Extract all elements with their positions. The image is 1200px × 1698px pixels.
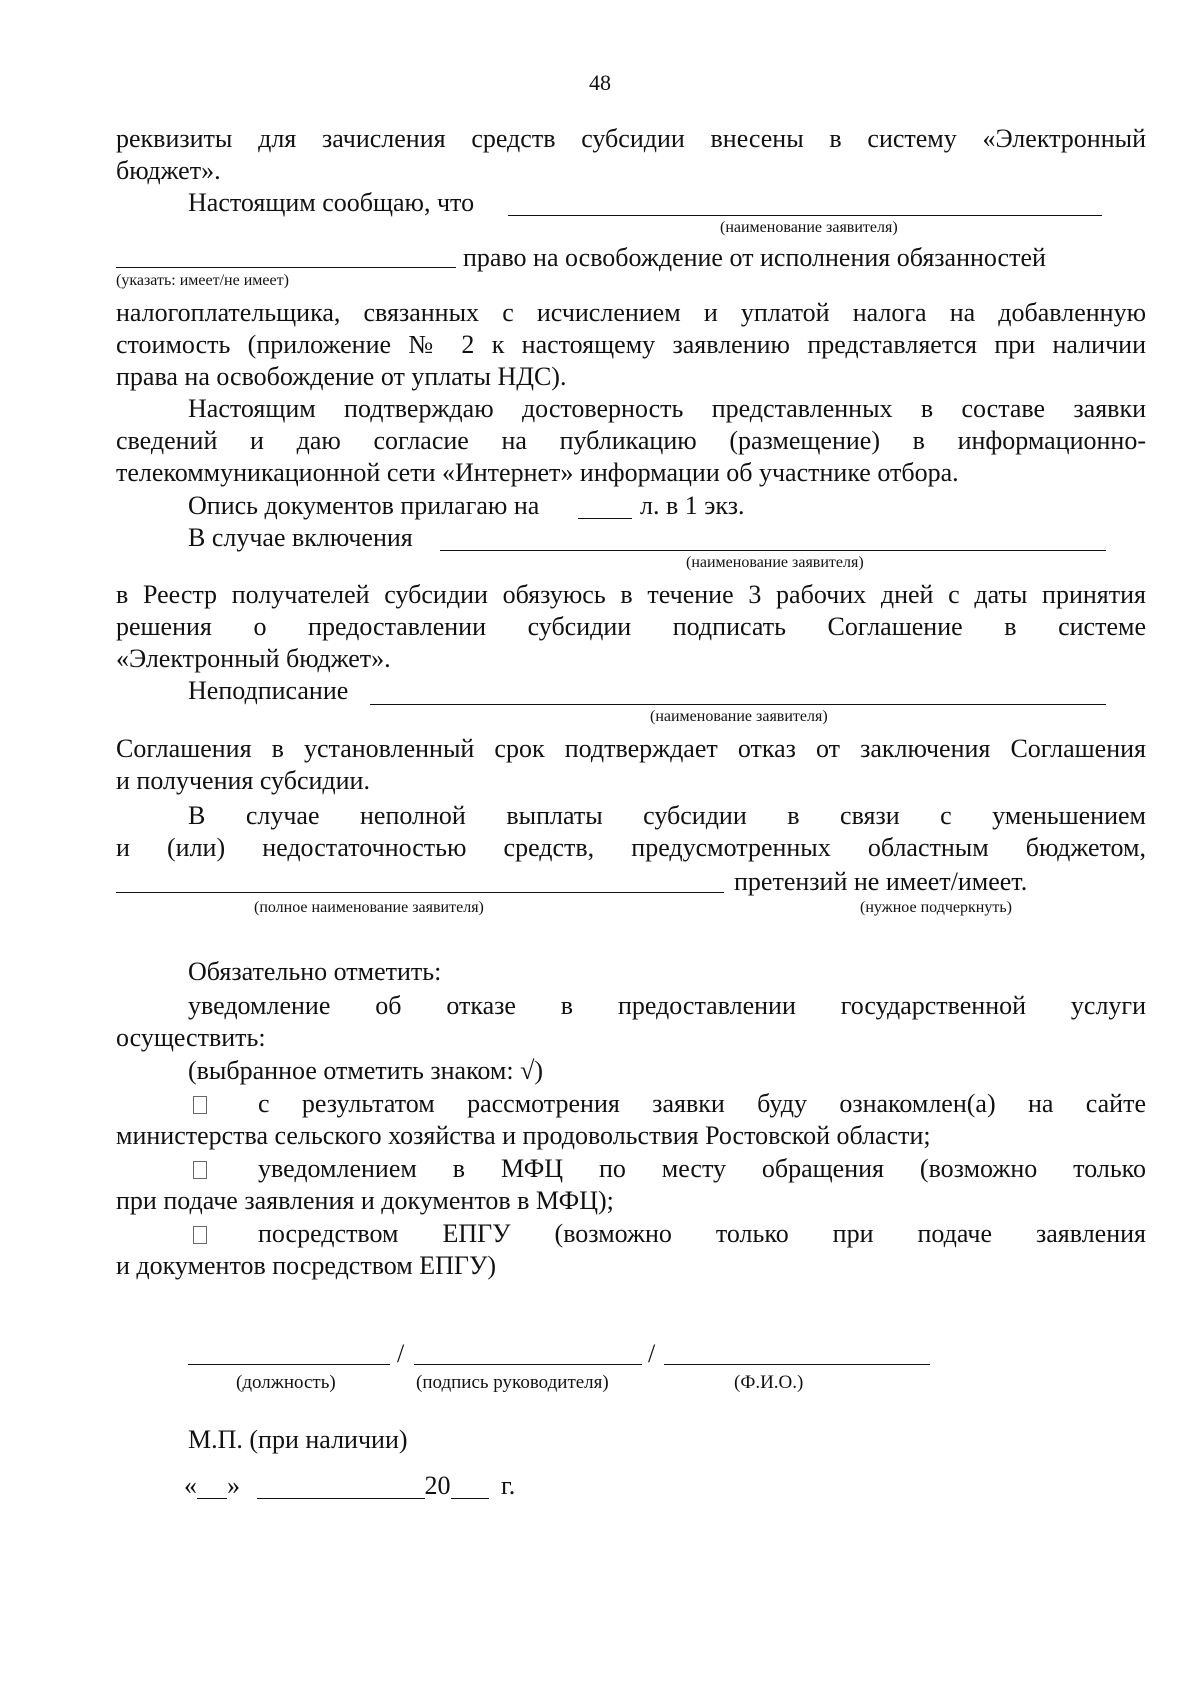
has-right-blank[interactable] — [116, 267, 456, 268]
paragraph-lead: Неподписание — [188, 676, 349, 705]
paragraph-line: и (или) недостаточностью средств, предусмотренных областным бюджетом, — [116, 833, 1146, 862]
paragraph-text: Опись документов прилагаю на — [188, 491, 540, 520]
full-applicant-name-blank[interactable] — [116, 892, 724, 893]
paragraph-line: стоимость (приложение № 2 к настоящему заявлению представляется при наличии — [116, 330, 1146, 359]
notice-title: Обязательно отметить: — [188, 957, 442, 986]
paragraph-line: уведомление об отказе в предоставлении государственной услуги — [188, 991, 1146, 1020]
date-open-quote: « — [184, 1471, 197, 1500]
field-caption: (наименование заявителя) — [720, 219, 898, 236]
signature-caption: (должность) — [236, 1372, 336, 1393]
signature-caption: (подпись руководителя) — [416, 1372, 609, 1393]
paragraph-line: сведений и даю согласие на публикацию (размещение) в информационно- — [116, 426, 1146, 455]
date-line — [184, 1470, 515, 1502]
paragraph-lead: Настоящим сообщаю, что — [188, 188, 475, 217]
paragraph-lead: В случае включения — [188, 523, 413, 552]
signature-blank[interactable] — [414, 1364, 642, 1365]
day-blank[interactable] — [197, 1472, 227, 1499]
checkbox-mfc[interactable] — [193, 1161, 207, 1179]
paragraph-line: и получения субсидии. — [116, 766, 370, 795]
paragraph-line: решения о предоставлении субсидии подписать Соглашение в системе — [116, 612, 1146, 641]
year-blank[interactable] — [451, 1472, 489, 1499]
field-caption: (наименование заявителя) — [686, 554, 864, 571]
option-line: уведомлением в МФЦ по месту обращения (возможно только — [258, 1154, 1146, 1183]
paragraph-line: Соглашения в установленный срок подтверждает отказ от заключения Соглашения — [116, 734, 1146, 763]
sheet-count-blank[interactable] — [578, 518, 632, 519]
option-line: министерства сельского хозяйства и продовольствия Ростовской области; — [116, 1121, 931, 1150]
stamp-note: М.П. (при наличии) — [188, 1425, 408, 1454]
option-line: посредством ЕПГУ (возможно только при подаче заявления — [258, 1219, 1146, 1248]
paragraph-line: налогоплательщика, связанных с исчислением и уплатой налога на добавленную — [116, 298, 1146, 327]
applicant-name-blank[interactable] — [370, 704, 1106, 705]
notice-hint: (выбранное отметить знаком: √) — [188, 1056, 544, 1085]
separator: / — [397, 1339, 405, 1368]
option-line: и документов посредством ЕПГУ) — [116, 1251, 497, 1280]
paragraph-line: реквизиты для зачисления средств субсидии внесены в систему «Электронный — [116, 124, 1146, 153]
paragraph-text: претензий не имеет/имеет. — [734, 867, 1028, 896]
paragraph-text: право на освобождение от исполнения обязанностей — [463, 243, 1046, 272]
paragraph-line: телекоммуникационной сети «Интернет» информации об участнике отбора. — [116, 458, 959, 487]
signature-caption: (Ф.И.О.) — [734, 1372, 804, 1393]
applicant-name-blank[interactable] — [440, 550, 1106, 551]
paragraph-line: права на освобождение от уплаты НДС). — [116, 362, 567, 391]
date-close-quote: » — [227, 1471, 240, 1500]
checkbox-epgu[interactable] — [193, 1226, 207, 1244]
paragraph-line: бюджет». — [116, 156, 221, 185]
checkbox-site[interactable] — [193, 1096, 207, 1114]
paragraph-line: Настоящим подтверждаю достоверность представленных в составе заявки — [188, 394, 1146, 423]
page-number: 48 — [589, 70, 611, 95]
position-blank[interactable] — [188, 1364, 390, 1365]
option-line: с результатом рассмотрения заявки буду ознакомлен(а) на сайте — [258, 1089, 1146, 1118]
field-caption: (нужное подчеркнуть) — [860, 899, 1012, 916]
date-year-suffix: г. — [501, 1471, 516, 1500]
separator: / — [648, 1339, 656, 1368]
month-blank[interactable] — [257, 1472, 425, 1499]
field-caption: (наименование заявителя) — [650, 708, 828, 725]
applicant-name-blank[interactable] — [508, 215, 1102, 216]
field-caption: (указать: имеет/не имеет) — [116, 272, 289, 289]
paragraph-line: в Реестр получателей субсидии обязуюсь в течение 3 рабочих дней с даты принятия — [116, 580, 1146, 609]
paragraph-line: осуществить: — [116, 1023, 266, 1052]
date-century: 20 — [424, 1471, 451, 1500]
full-name-blank[interactable] — [664, 1364, 930, 1365]
field-caption: (полное наименование заявителя) — [254, 899, 484, 916]
paragraph-line: В случае неполной выплаты субсидии в связи с уменьшением — [188, 801, 1146, 830]
option-line: при подаче заявления и документов в МФЦ); — [116, 1186, 614, 1215]
paragraph-text: л. в 1 экз. — [640, 491, 745, 520]
paragraph-line: «Электронный бюджет». — [116, 644, 391, 673]
